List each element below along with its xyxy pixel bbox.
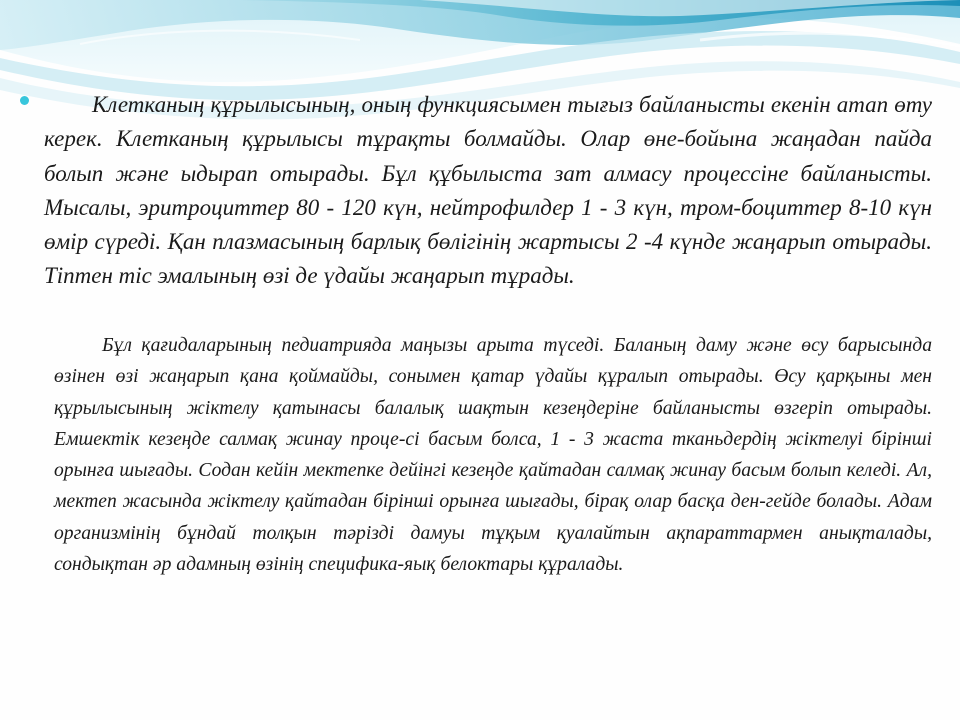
- paragraph-cell-structure: Клетканың құрылысының, оның функциясымен тығыз байланысты екенін атап өту керек. Клетканың құрылысы тұрақты болмайды. Олар өне-бойына жаңадан пайда болып және ыдырап отырады. Бұл құбылыста зат алмасу процессіне байланысты. Мысалы, эритроциттер 80 - 120 күн, нейтрофилдер 1 - 3 күн, тром-боциттер 8-10 күн өмір сүреді. Қан плазмасының барлық бөлігінің жартысы 2 -4 күнде жаңарып отырады. Тіптен тіс эмалының өзі де үдайы жаңарып тұрады.: [44, 92, 932, 289]
- bullet-dot-icon: [20, 96, 29, 105]
- paragraph-pediatrics: Бұл қағидаларының педиатрияда маңызы арыта түседі. Баланың даму және өсу барысында өзінен өзі жаңарып қана қоймайды, сонымен қатар үдайы құралып отырады. Өсу қарқыны мен құрылысының жіктелу қатынасы балалық шақтын кезеңдеріне байланысты өзгеріп отырады. Емшектік кезеңде салмақ жинау проце-сі басым болса, 1 - 3 жаста тканьдердің жіктелуі бірінші орынға шығады. Содан кейін мектепке дейінгі кезеңде қайтадан салмақ жинау басым болып келеді. Ал, мектеп жасында жіктелу қайтадан бірінші орынға шығады, бірақ олар басқа ден-гейде болады. Адам организмінің бұндай толқын тәрізді дамуы тұқым қуалайтын ақпараттармен анықталады, сондықтан әр адамның өзінің специфика-яық белоктары құралады.: [54, 335, 932, 576]
